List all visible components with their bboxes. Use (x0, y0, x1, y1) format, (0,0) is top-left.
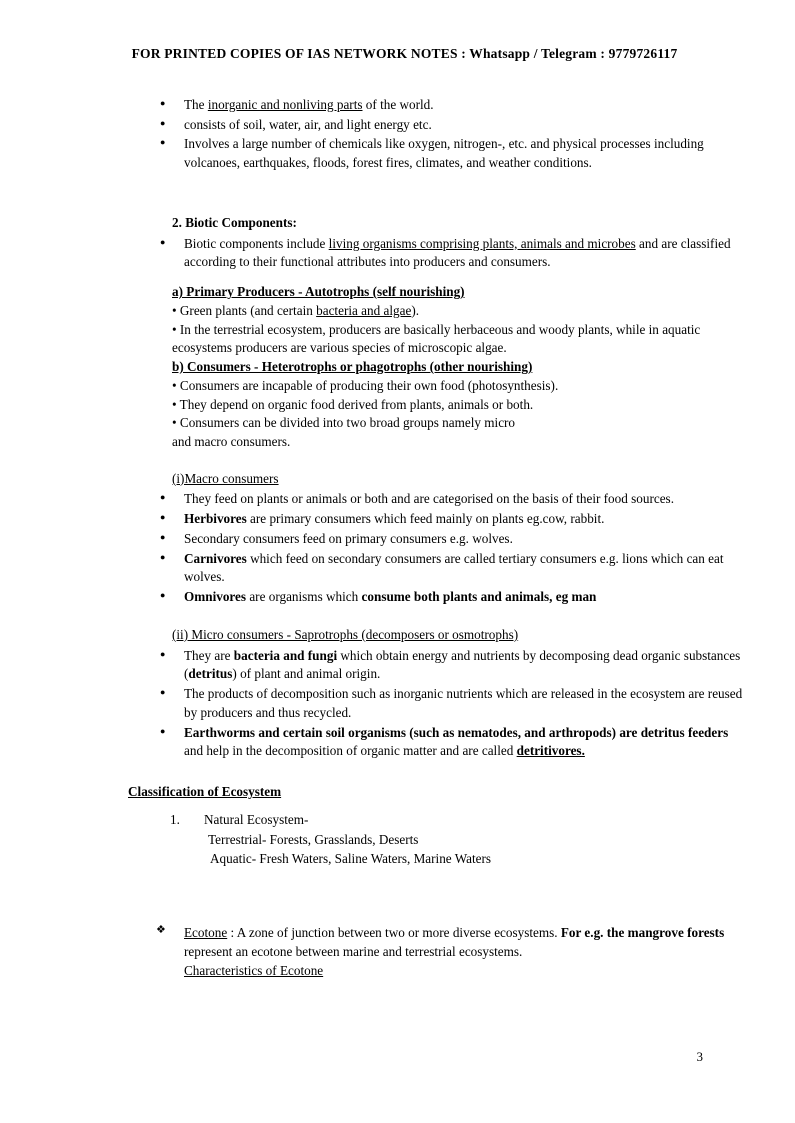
micro-consumers-heading: (ii) Micro consumers - Saprotrophs (decomposers or osmotrophs) (172, 626, 519, 642)
item-text-pre: They are (184, 647, 234, 663)
consumers-heading: b) Consumers - Heterotrophs or phagotrophs (other nourishing) (172, 359, 533, 375)
biotic-bullet-list (146, 235, 746, 272)
consumers-line-4: and macro consumers. (172, 434, 291, 450)
item-text-bold-2: detritivores. (516, 743, 585, 759)
consumers-line-2: • They depend on organic food derived from plants, animals or both. (172, 396, 534, 412)
producers-line-1-underline: bacteria and algae (316, 302, 412, 318)
ecotone-text-1: : A zone of junction between two or more diverse ecosystems. (227, 925, 561, 941)
item-text-mid: and help in the decomposition of organic matter and are called (184, 743, 517, 759)
ecotone-characteristics-heading: Characteristics of Ecotone (184, 963, 324, 979)
item-text-bold-2: detritus (188, 666, 233, 682)
bullet-text-post: and are classified according to their functional attributes into producers and consumers. (184, 235, 731, 270)
abiotic-bullet-list (146, 96, 746, 173)
ecotone-text-bold: For e.g. the mangrove forests (560, 925, 725, 941)
page-number: 3 (696, 1049, 703, 1064)
classification-list (170, 810, 746, 869)
ecotone-block (152, 923, 746, 980)
ecotone-text-2: represent an ecotone between marine and terrestrial ecosystems. (184, 944, 523, 960)
item-text-bold: Herbivores (184, 511, 247, 527)
item-text-bold-2: consume both plants and animals, eg man (361, 589, 597, 605)
item-text-bold: Earthworms and certain soil organisms (such as nematodes, and arthropods) are detritus feeders (184, 724, 729, 740)
list-item (146, 510, 746, 529)
consumers-line-3: • Consumers can be divided into two broad groups namely micro (172, 415, 516, 431)
classification-line-1: Natural Ecosystem- (204, 811, 309, 827)
item-text: Secondary consumers feed on primary consumers e.g. wolves. (184, 530, 513, 546)
producers-line-1 (172, 302, 746, 321)
list-item (146, 550, 746, 587)
page-header: FOR PRINTED COPIES OF IAS NETWORK NOTES : Whatsapp / Telegram : 9779726117 (131, 46, 678, 61)
list-item (146, 116, 746, 135)
list-number: 1. (170, 811, 180, 827)
consumers-line-1: • Consumers are incapable of producing their own food (photosynthesis). (172, 377, 559, 393)
classification-line-2: Terrestrial- Forests, Grasslands, Deserts (208, 831, 419, 847)
micro-consumers-list (146, 647, 746, 761)
bullet-text-pre: Biotic components include (184, 235, 329, 251)
bullet-text-underline: inorganic and nonliving parts (207, 97, 363, 112)
list-item (146, 588, 746, 607)
item-text: They feed on plants or animals or both and are categorised on the basis of their food sources. (184, 491, 674, 507)
macro-consumers-list (146, 490, 746, 606)
bullet-text-pre: The (184, 97, 208, 112)
item-text-bold: bacteria and fungi (233, 647, 338, 663)
bullet-text-underline: living organisms comprising plants, animals and microbes (328, 235, 636, 251)
item-text-bold: Carnivores (184, 550, 247, 566)
item-text-post: are primary consumers which feed mainly on plants eg.cow, rabbit. (246, 511, 605, 527)
document-body (128, 96, 746, 981)
bullet-text-pre: consists of soil, water, air, and light energy etc. (184, 116, 432, 132)
item-text: The products of decomposition such as inorganic nutrients which are released in the ecosystem are reused by producers and thus recycled. (184, 686, 743, 720)
list-item (146, 490, 746, 509)
list-item (146, 235, 746, 272)
item-text-mid: are organisms which (246, 589, 362, 605)
item-text-post: which feed on secondary consumers are called tertiary consumers e.g. lions which can eat wolves. (184, 550, 724, 585)
bullet-text-post: of the world. (362, 97, 434, 112)
list-item (146, 135, 746, 172)
item-text-post: ) of plant and animal origin. (232, 666, 381, 682)
list-item (146, 685, 746, 722)
list-item (170, 810, 746, 869)
item-text-mid: which obtain energy and nutrients by decomposing dead organic substances ( (184, 647, 741, 682)
micro-consumers-block (172, 626, 746, 645)
list-item (146, 530, 746, 549)
bullet-text-pre: Involves a large number of chemicals like oxygen, nitrogen-, etc. and physical processes including volcanoes, earthquakes, floods, forest fires, climates, and weather conditions. (184, 136, 704, 171)
classification-line-3: Aquatic- Fresh Waters, Saline Waters, Marine Waters (210, 851, 491, 867)
biotic-components-heading: 2. Biotic Components: (172, 214, 297, 230)
primary-producers-heading: a) Primary Producers - Autotrophs (self nourishing) (172, 284, 465, 300)
producers-block (172, 283, 746, 433)
list-item (146, 96, 746, 115)
item-text-bold: Omnivores (184, 589, 247, 605)
list-item (146, 647, 746, 684)
macro-consumers-block (172, 470, 746, 489)
producers-line-1-pre: • Green plants (and certain (172, 302, 317, 318)
ecotone-term: Ecotone (184, 925, 228, 941)
producers-line-2: • In the terrestrial ecosystem, producers are basically herbaceous and woody plants, while in aquatic ecosystems producers are various species of microscopic algae. (172, 321, 701, 356)
list-item (146, 724, 746, 761)
producers-line-1-post: ). (411, 302, 420, 318)
macro-consumers-heading: (i)Macro consumers (172, 470, 279, 486)
classification-heading: Classification of Ecosystem (128, 784, 282, 800)
